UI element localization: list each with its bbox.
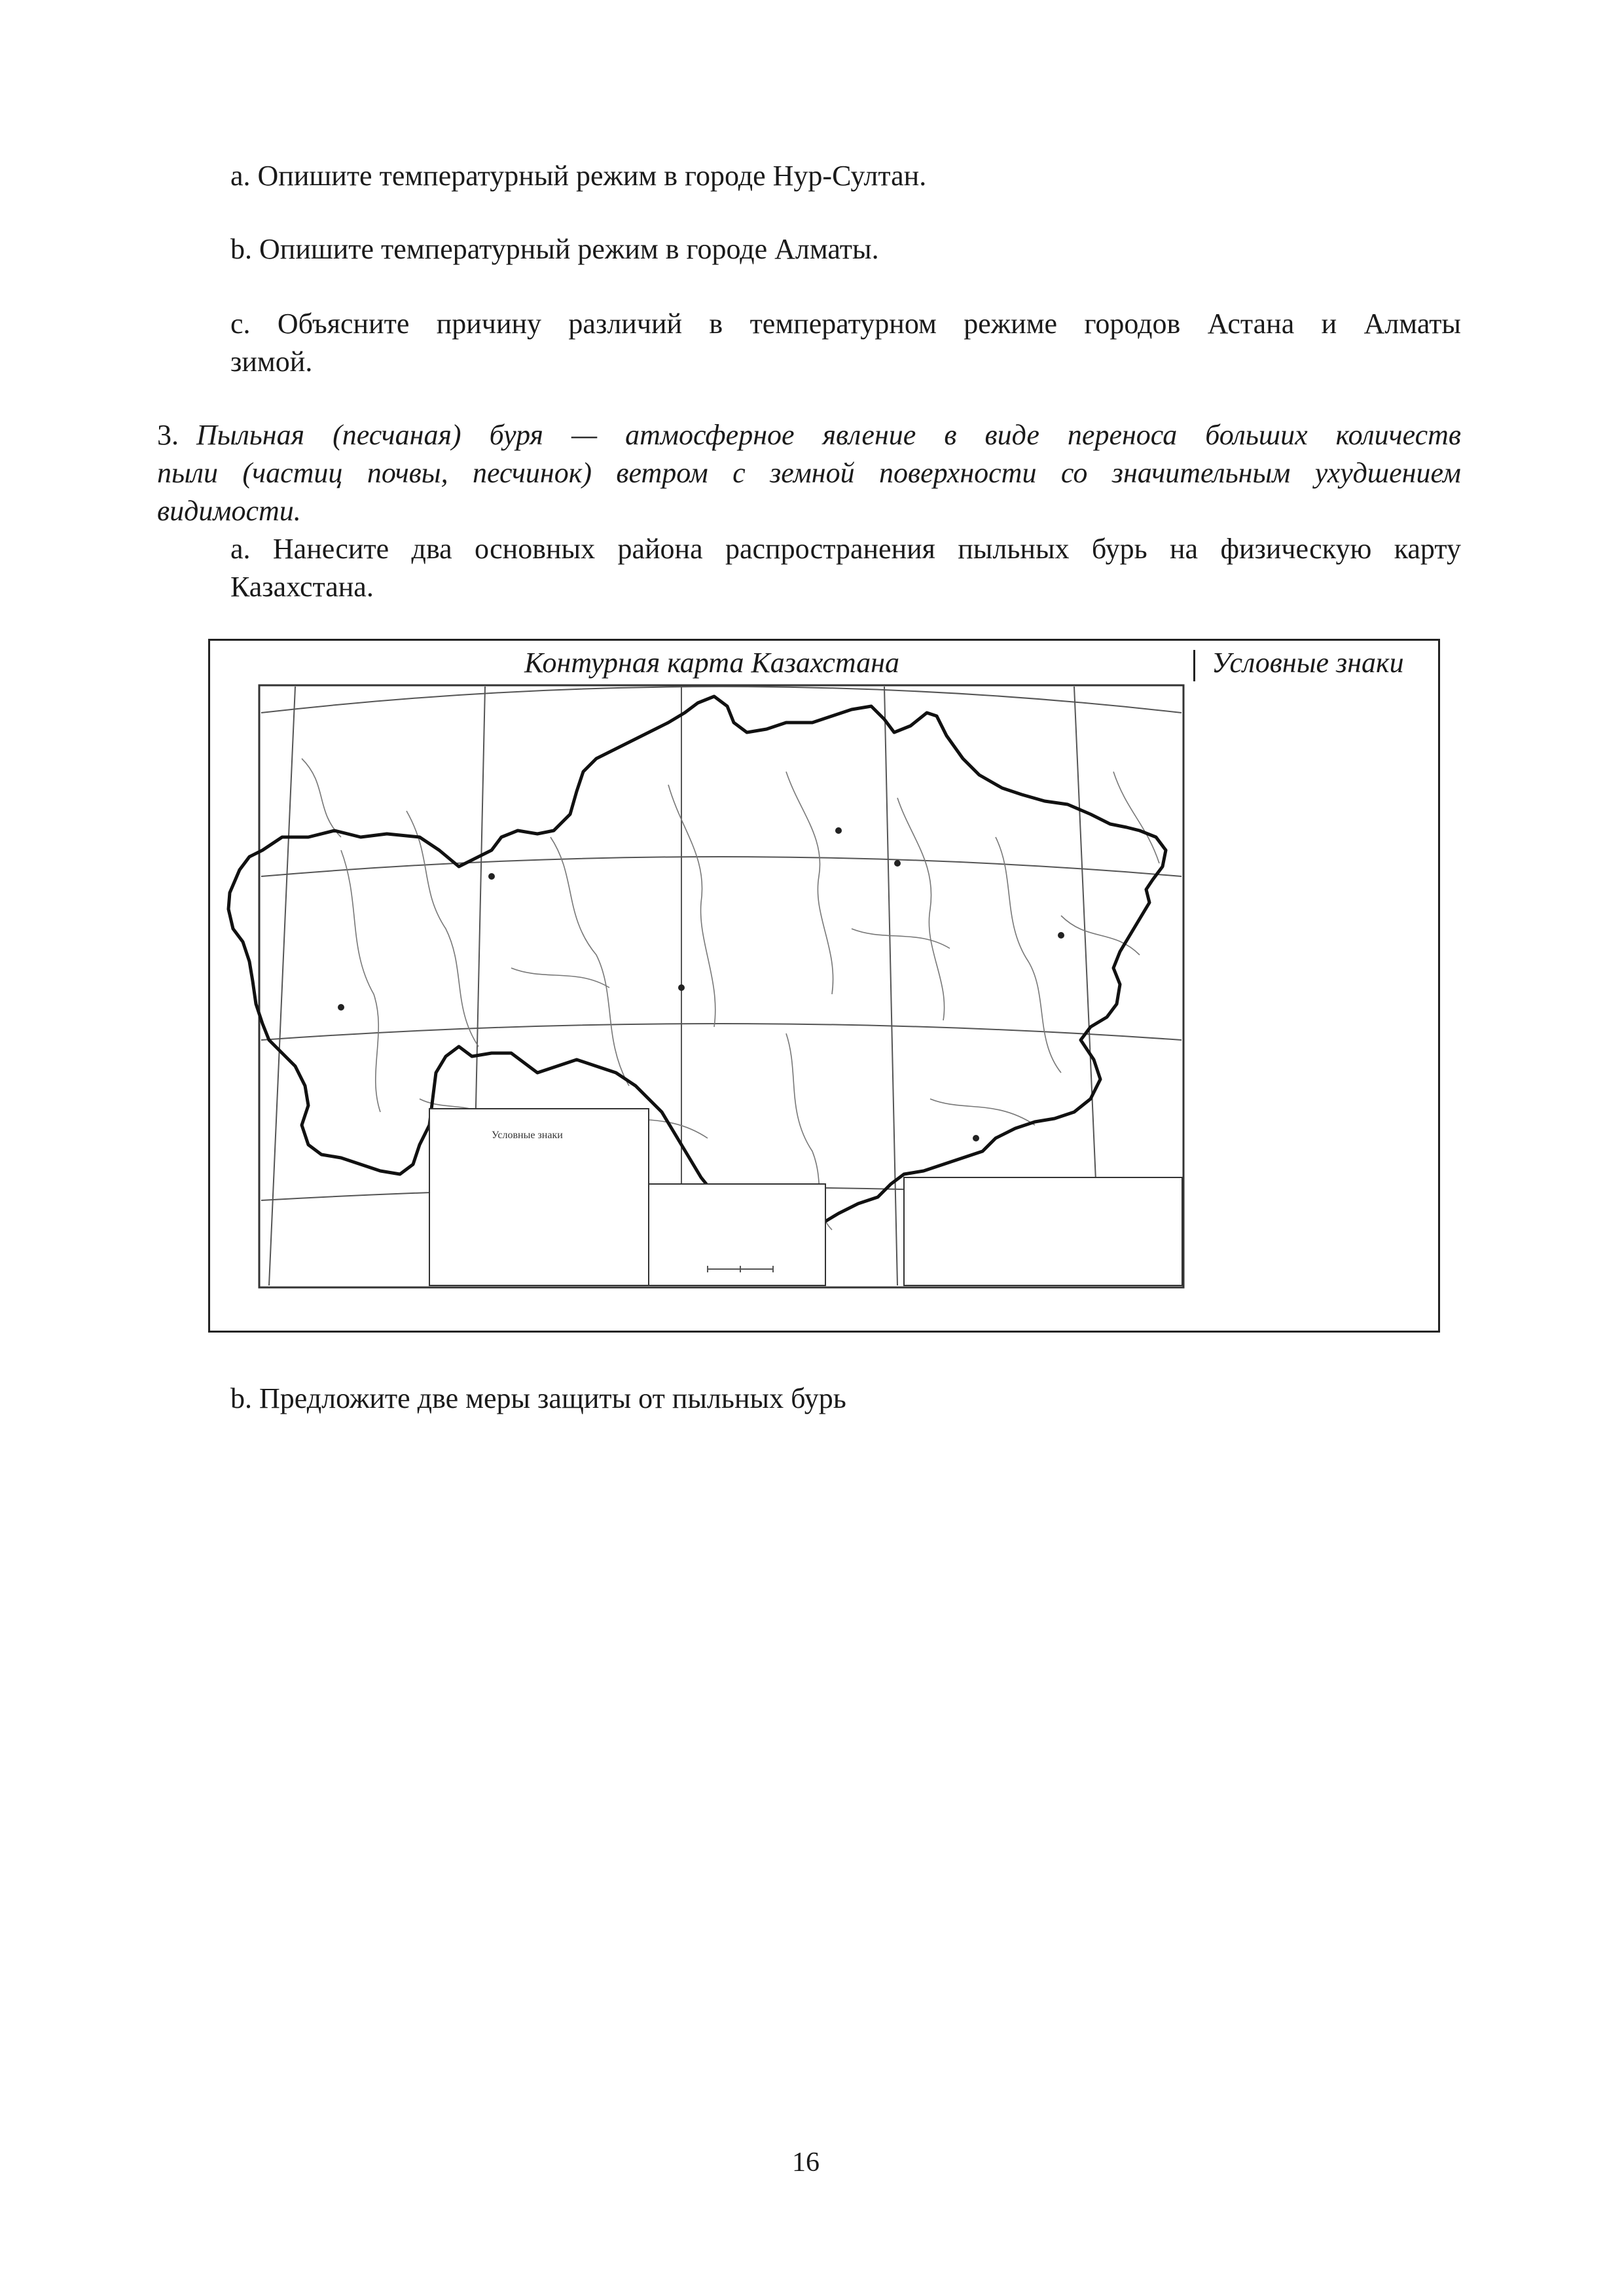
question-2c-line-2: зимой. — [230, 346, 313, 378]
inset-empty-box — [904, 1177, 1182, 1285]
question-2b: b. Опишите температурный режим в городе Алматы. — [230, 233, 879, 265]
inset-legend-label: Условные знаки — [492, 1130, 563, 1141]
map-title: Контурная карта Казахстана — [524, 647, 899, 679]
kazakhstan-border — [228, 696, 1166, 1240]
question-2c-line-1: c. Объясните причину различий в температурном режиме городов Астана и Алматы — [230, 308, 1461, 340]
page-number: 16 — [792, 2147, 820, 2178]
contour-map-frame — [208, 639, 1440, 1333]
question-3-number: 3. — [157, 419, 179, 451]
question-3-definition-line-1: Пыльная (песчаная) буря — атмосферное явление в виде переноса больших количеств — [196, 419, 1461, 451]
question-3a-line-1: a. Нанесите два основных района распространения пыльных бурь на физическую карту — [230, 533, 1461, 565]
question-3a-line-2: Казахстана. — [230, 571, 374, 603]
kazakhstan-contour-map — [210, 641, 1438, 1331]
question-3b: b. Предложите две меры защиты от пыльных бурь — [230, 1382, 846, 1414]
question-3-definition-line-2: пыли (частиц почвы, песчинок) ветром с земной поверхности со значительным ухудшением — [157, 457, 1461, 489]
inset-scale-box — [649, 1184, 825, 1285]
legend-title: Условные знаки — [1212, 647, 1404, 679]
question-3-definition-line-3: видимости. — [157, 495, 301, 527]
question-2a: a. Опишите температурный режим в городе Нур-Султан. — [230, 160, 927, 192]
